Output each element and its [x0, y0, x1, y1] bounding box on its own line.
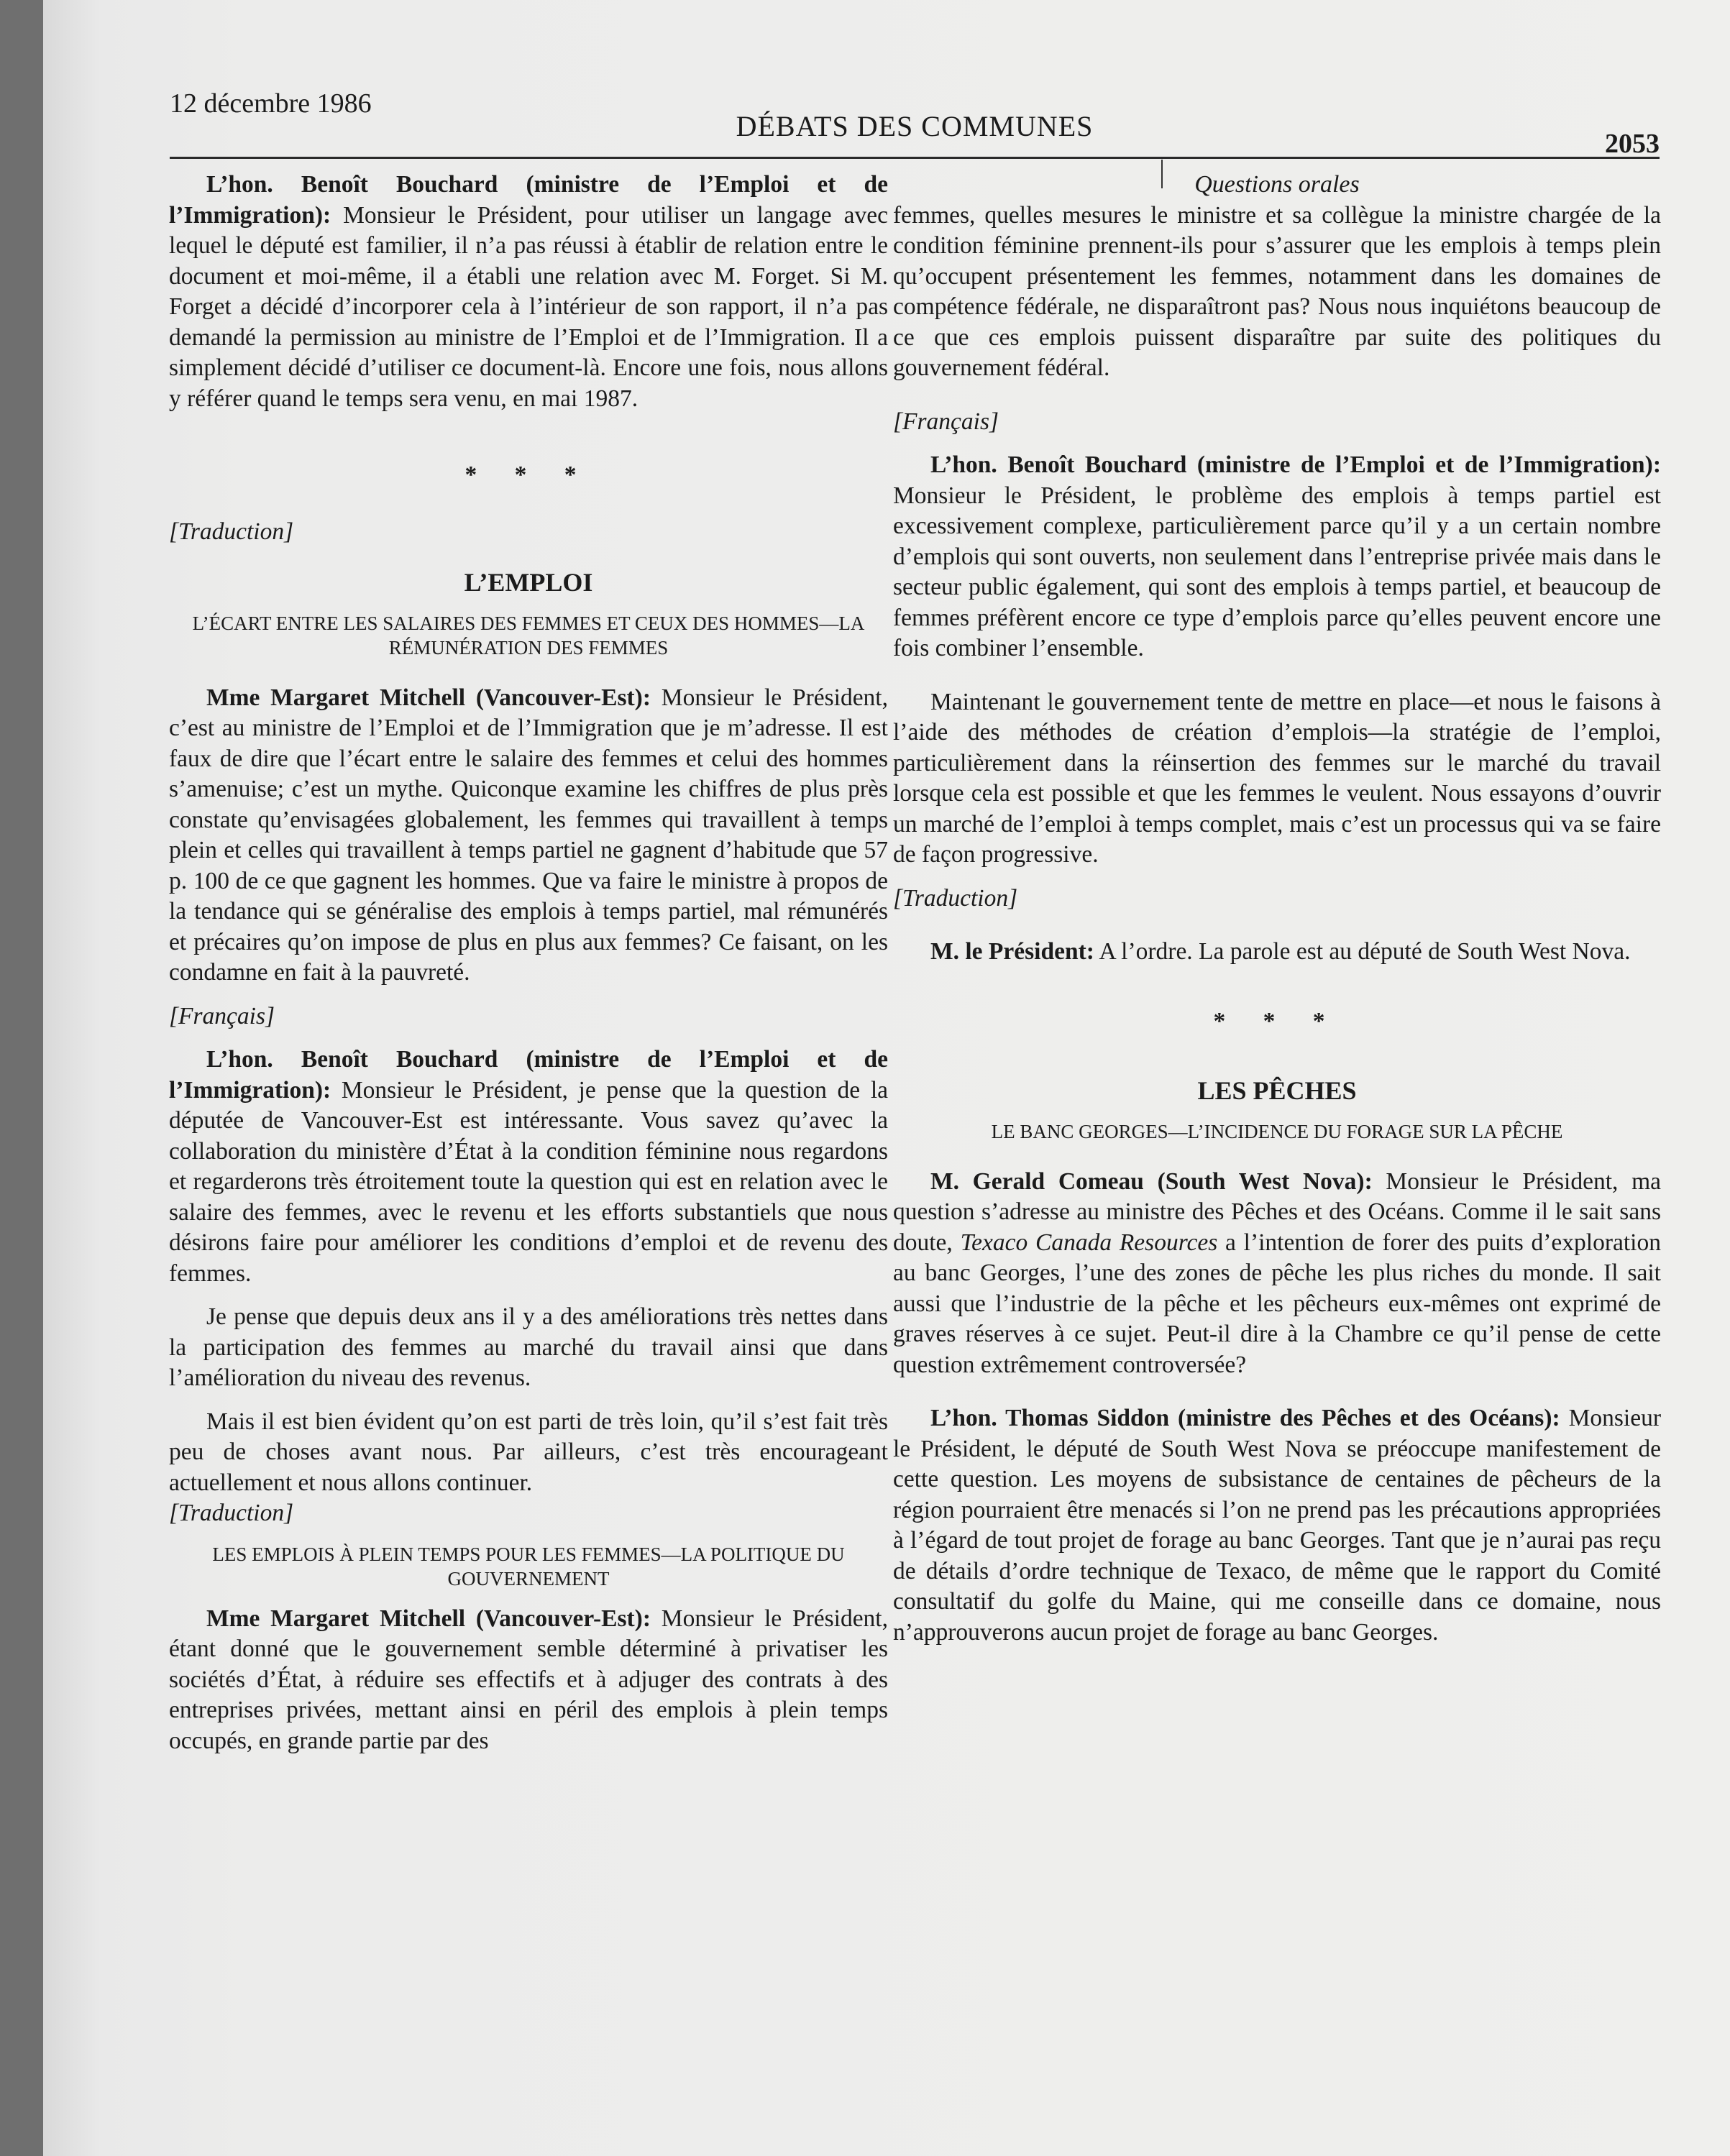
speech-text: A l’ordre. La parole est au député de South West Nova. — [1094, 938, 1631, 965]
speaker-name: L’hon. Benoît Bouchard (ministre de l’Emploi et de l’Immigration): — [169, 1046, 888, 1104]
speech-text: Monsieur le Président, étant donné que le gouvernement semble déterminé à privatiser les sociétés d’État, à réduire ses effectifs et à adjuger des contrats à des entreprises privées, mettant ainsi en péril des emplois à plein temps occupés, en grande partie par des — [169, 1605, 888, 1754]
section-separator: * * * — [464, 462, 592, 488]
speaker-name: L’hon. Benoît Bouchard (ministre de l’Emploi et de l’Immigration): — [169, 171, 888, 229]
paragraph — [893, 1167, 1661, 1381]
speaker-name: M. Gerald Comeau (South West Nova): — [930, 1168, 1373, 1195]
right-column — [893, 170, 1661, 1648]
speaker-name: Mme Margaret Mitchell (Vancouver-Est): — [206, 684, 651, 711]
subject-heading: LE BANC GEORGES—L’INCIDENCE DU FORAGE SUR LA PÊCHE — [991, 1120, 1563, 1142]
speech-text: Monsieur le Président, je pense que la question de la députée de Vancouver-Est est intéressante. Vous savez qu’avec la collaboration du ministère d’État à la condition féminine nous regardons et regarderons très étroitement toute la question qui est en relation avec le salaire des femmes, avec le revenu et les efforts substantiels que nous désirons faire pour améliorer les conditions d’emploi et de revenu des femmes. — [169, 1076, 888, 1287]
subject-heading: LES EMPLOIS À PLEIN TEMPS POUR LES FEMMES—LA POLITIQUE DU GOUVERNEMENT — [212, 1543, 845, 1590]
paragraph: Mais il est bien évident qu’on est parti de très loin, qu’il s’est fait très peu de choses avant nous. Par ailleurs, c’est très encourageant actuellement et nous allons continuer. — [169, 1408, 888, 1496]
speaker-name: M. le Président: — [930, 938, 1094, 965]
paragraph: Maintenant le gouvernement tente de mettre en place—et nous le faisons à l’aide des méthodes de création d’emplois—la stratégie de l’emploi, particulièrement dans la réinsertion des femmes sur le marché du travail lorsque cela est possible et que les femmes le veulent. Nous essayons d’ouvrir un marché de l’emploi à temps complet, mais c’est un processus qui va se faire de façon progressive. — [893, 688, 1661, 868]
paragraph — [893, 937, 1661, 968]
page-header — [170, 78, 1660, 159]
paragraph — [169, 683, 888, 988]
section-title: LES PÊCHES — [1197, 1076, 1357, 1105]
section-title: L’EMPLOI — [464, 568, 593, 597]
paragraph — [893, 450, 1661, 664]
language-tag: [Français] — [893, 408, 999, 435]
speaker-name: Mme Margaret Mitchell (Vancouver-Est): — [206, 1605, 651, 1632]
speech-text: Monsieur le Président, pour utiliser un langage avec lequel le député est familier, il n’a pas réussi à établir de relation entre le document et moi-même, il a établi une relation avec M. Forget. Si M. Forget a décidé d’incorporer cela à l’intérieur de son rapport, il n’a pas demandé la permission au ministre de l’Emploi et de l’Immigration. Il a simplement décidé d’utiliser ce document-là. Encore une fois, nous allons y référer quand le temps sera venu, en mai 1987. — [169, 201, 888, 412]
speech-text: Monsieur le Président, ma question s’adresse au ministre des Pêches et des Océans. Comme il le sait sans doute, — [893, 1168, 1661, 1256]
speech-text: Monsieur le Président, le député de South West Nova se préoccupe manifestement de cette question. Les moyens de subsistance de centaines de pêcheurs de la région pourraient être menacés si l’on ne prend pas les précautions appropriées à l’égard de tout projet de forage au banc Georges. Tant que je n’aurai pas reçu de détails d’ordre technique de Texaco, de même que le rapport du Comité consultatif du golfe du Maine, qui me conseille dans ce domaine, nous n’approuverons aucun projet de forage au banc Georges. — [893, 1405, 1662, 1646]
language-tag: [Traduction] — [169, 518, 294, 545]
company-name: Texaco Canada Resources — [960, 1229, 1218, 1256]
paragraph: femmes, quelles mesures le ministre et sa collègue la ministre chargée de la condition féminine prennent-ils pour s’assurer que les emplois à temps plein qu’occupent présentement les femmes, notamment dans les domaines de compétence fédérale, ne disparaîtront pas? Nous nous inquiétons beaucoup de ce que ces emplois puissent disparaître par suite des politiques du gouvernement fédéral. — [893, 201, 1661, 381]
language-tag: [Traduction] — [893, 884, 1018, 912]
language-tag: [Français] — [169, 1002, 275, 1029]
subject-heading: L’ÉCART ENTRE LES SALAIRES DES FEMMES ET CEUX DES HOMMES—LA RÉMUNÉRATION DES FEMMES — [192, 612, 865, 659]
speaker-name: L’hon. Thomas Siddon (ministre des Pêches et des Océans): — [930, 1405, 1560, 1431]
section-separator: * * * — [1213, 1007, 1341, 1035]
paragraph — [893, 1403, 1661, 1648]
document-page — [43, 0, 1730, 2156]
paragraph — [169, 1045, 888, 1289]
language-tag: [Traduction] — [169, 1500, 294, 1526]
header-date: 12 décembre 1986 — [170, 88, 372, 119]
running-head: Questions orales — [1194, 171, 1360, 198]
paragraph — [169, 170, 888, 414]
paragraph: Je pense que depuis deux ans il y a des améliorations très nettes dans la participation des femmes au marché du travail ainsi que dans l’amélioration du niveau des revenus. — [169, 1303, 888, 1391]
header-title: DÉBATS DES COMMUNES — [736, 110, 1094, 142]
speaker-name: L’hon. Benoît Bouchard (ministre de l’Emploi et de l’Immigration): — [930, 451, 1661, 478]
speech-text: Monsieur le Président, le problème des emplois à temps partiel est excessivement complexe, particulièrement parce qu’il y a un certain nombre d’emplois qui sont ouverts, non seulement dans l’entreprise privée mais dans le secteur public également, qui sont des emplois à temps partiel, et beaucoup de femmes préfèrent encore ce type d’emplois parce qu’elles peuvent encore une fois combiner l’ensemble. — [893, 482, 1661, 661]
page-number: 2053 — [1605, 129, 1660, 159]
left-column — [169, 170, 888, 1756]
paragraph — [169, 1604, 888, 1757]
speech-text: a l’intention de forer des puits d’exploration au banc Georges, l’une des zones de pêche les plus riches du monde. Il sait aussi que l’industrie de la pêche et les pêcheurs eux-mêmes ont exprimé de graves réserves à ce sujet. Peut-il dire à la Chambre ce qu’il pense de cette question extrêmement controversée? — [893, 1229, 1661, 1378]
speech-text: Monsieur le Président, c’est au ministre de l’Emploi et de l’Immigration que je m’adresse. Il est faux de dire que l’écart entre le salaire des femmes et celui des hommes s’amenuise; c’est un mythe. Quiconque examine les chiffres de plus près constate qu’envisagées globalement, les femmes qui travaillent à temps plein et celles qui travaillent à temps partiel ne gagnent d’habitude que 57 p. 100 de ce que gagnent les hommes. Que va faire le ministre à propos de la tendance qui se généralise des emplois à temps partiel, mal rémunérés et précaires qu’on impose de plus en plus aux femmes? Ce faisant, on les condamne en fait à la pauvreté. — [169, 684, 888, 986]
